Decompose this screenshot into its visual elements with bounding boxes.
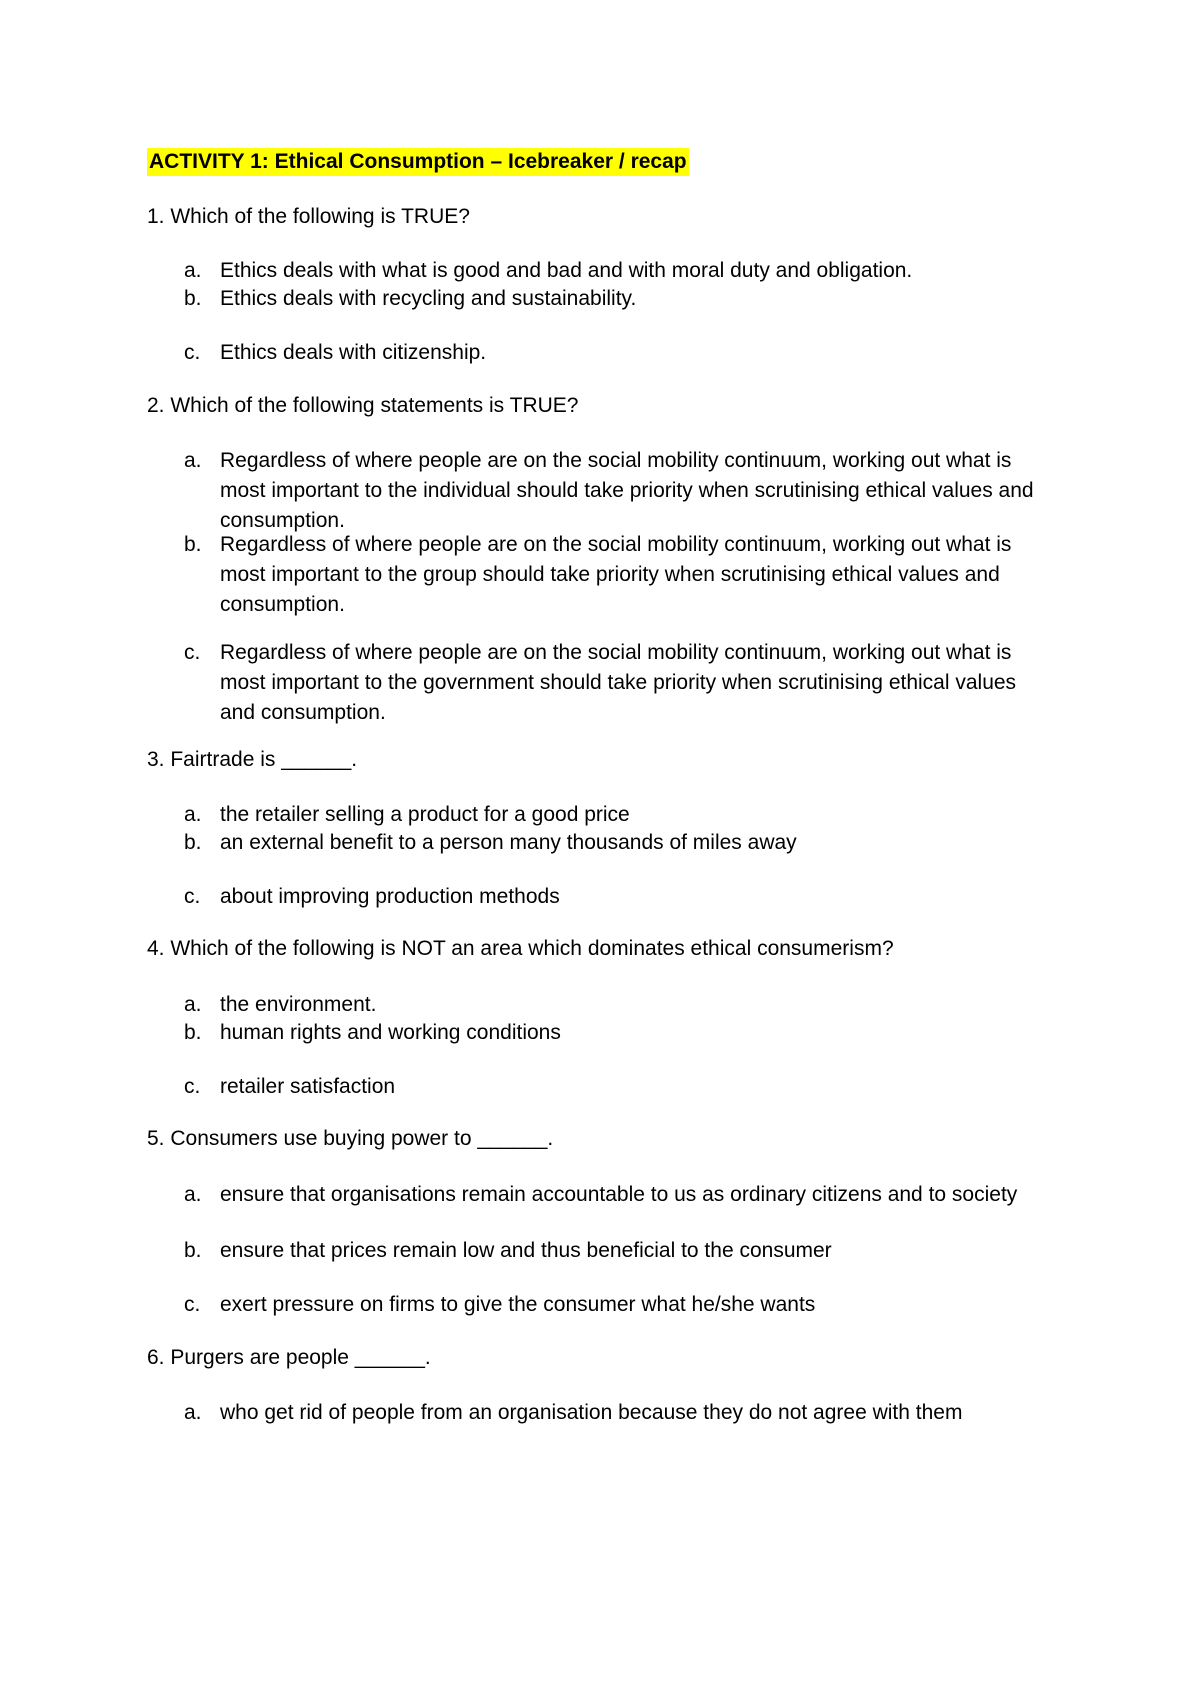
option-letter: b. <box>184 1239 202 1262</box>
option-text: ensure that organisations remain accountable to us as ordinary citizens and to society <box>220 1183 1018 1206</box>
question-1-option-b <box>184 284 1054 314</box>
question-5-option-c <box>184 1290 1054 1320</box>
question-3-option-c <box>184 882 1054 912</box>
option-letter: a. <box>184 449 202 472</box>
option-text: the retailer selling a product for a good price <box>220 803 630 826</box>
question-1-option-a <box>184 256 1054 286</box>
option-letter: a. <box>184 259 202 282</box>
question-2-option-a <box>184 446 1054 536</box>
option-letter: a. <box>184 1183 202 1206</box>
option-text: exert pressure on firms to give the consumer what he/she wants <box>220 1293 816 1316</box>
option-letter: a. <box>184 803 202 826</box>
question-1: 1. Which of the following is TRUE? <box>147 205 470 228</box>
question-5-option-b <box>184 1236 1054 1266</box>
question-4-option-a <box>184 990 1054 1020</box>
question-6: 6. Purgers are people ______. <box>147 1346 431 1369</box>
question-4-option-c <box>184 1072 1054 1102</box>
option-letter: c. <box>184 885 201 908</box>
option-text: ensure that prices remain low and thus beneficial to the consumer <box>220 1239 832 1262</box>
option-letter: a. <box>184 1401 202 1424</box>
option-text: retailer satisfaction <box>220 1075 396 1098</box>
question-4-option-b <box>184 1018 1054 1048</box>
question-1-option-c <box>184 338 1054 368</box>
option-letter: b. <box>184 533 202 556</box>
option-text: Ethics deals with citizenship. <box>220 341 487 364</box>
question-6-option-a <box>184 1398 1054 1428</box>
option-letter: b. <box>184 1021 202 1044</box>
question-2-option-b <box>184 530 1054 620</box>
question-3-option-a <box>184 800 1054 830</box>
option-letter: a. <box>184 993 202 1016</box>
question-2: 2. Which of the following statements is TRUE? <box>147 394 579 417</box>
option-letter: c. <box>184 641 201 664</box>
activity-title: ACTIVITY 1: Ethical Consumption – Icebreaker / recap <box>147 148 689 176</box>
option-text: human rights and working conditions <box>220 1021 561 1044</box>
option-text: about improving production methods <box>220 885 560 908</box>
option-text: an external benefit to a person many thousands of miles away <box>220 831 797 854</box>
option-text: Regardless of where people are on the social mobility continuum, working out what is most important to the individual should take priority when scrutinising ethical values and consumption. <box>220 449 1034 532</box>
question-5: 5. Consumers use buying power to ______. <box>147 1127 554 1150</box>
option-text: the environment. <box>220 993 377 1016</box>
question-4: 4. Which of the following is NOT an area which dominates ethical consumerism? <box>147 937 894 960</box>
question-5-option-a <box>184 1180 1054 1210</box>
option-text: Ethics deals with recycling and sustainability. <box>220 287 637 310</box>
option-letter: c. <box>184 1293 201 1316</box>
option-text: who get rid of people from an organisation because they do not agree with them <box>220 1401 963 1424</box>
option-text: Regardless of where people are on the social mobility continuum, working out what is most important to the group should take priority when scrutinising ethical values and consumption. <box>220 533 1012 616</box>
option-letter: c. <box>184 1075 201 1098</box>
option-letter: b. <box>184 831 202 854</box>
option-letter: c. <box>184 341 201 364</box>
option-text: Ethics deals with what is good and bad and with moral duty and obligation. <box>220 259 913 282</box>
option-text: Regardless of where people are on the social mobility continuum, working out what is most important to the government should take priority when scrutinising ethical values and consumption. <box>220 641 1017 724</box>
option-letter: b. <box>184 287 202 310</box>
question-2-option-c <box>184 638 1054 728</box>
question-3-option-b <box>184 828 1054 858</box>
question-3: 3. Fairtrade is ______. <box>147 748 358 771</box>
